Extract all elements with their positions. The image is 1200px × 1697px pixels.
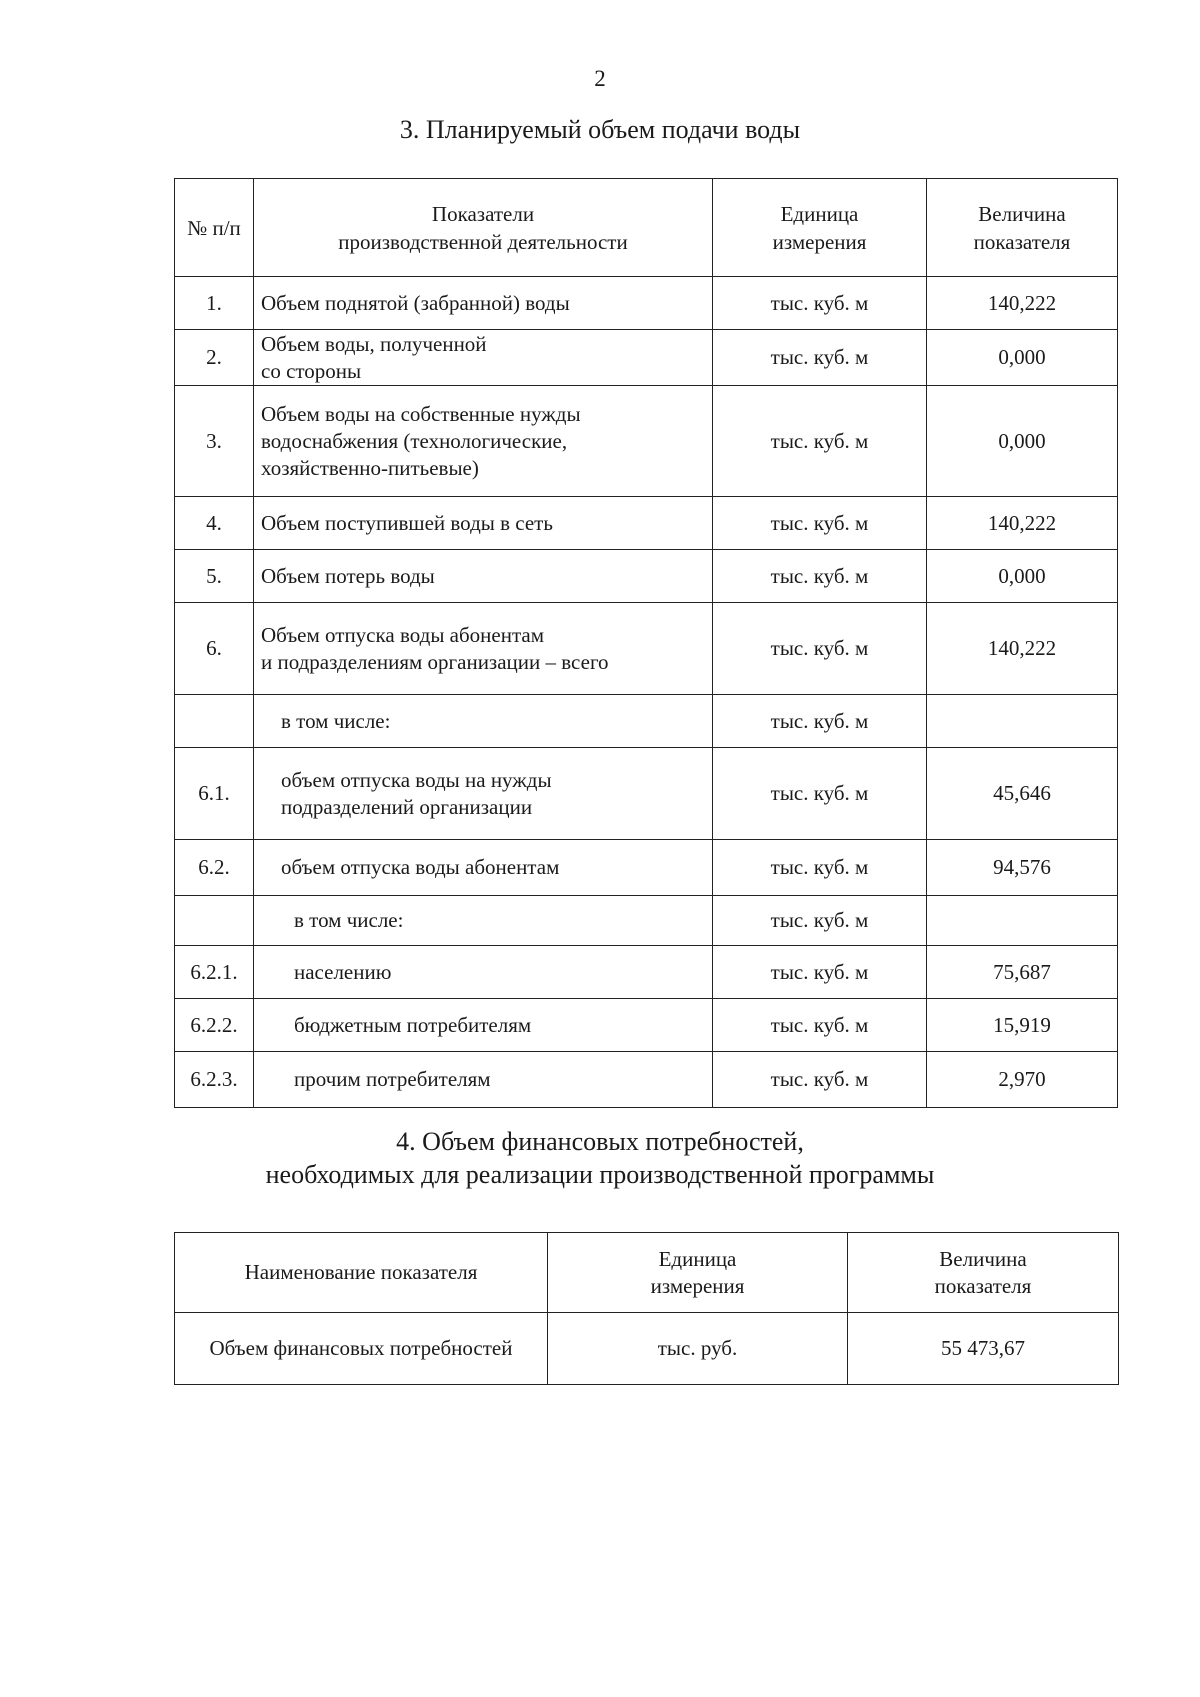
row-indicator-line: в том числе: [281, 708, 391, 733]
header-unit-line2: измерения [772, 229, 867, 254]
table-row [175, 497, 1118, 550]
row-number-cell: 6. [175, 603, 254, 695]
row-indicator-line: Объем поднятой (забранной) воды [261, 290, 570, 315]
row-number-cell: 6.2. [175, 840, 254, 896]
row-unit-cell: тыс. куб. м [713, 550, 927, 603]
row-indicator-line: Объем воды, полученной [261, 331, 487, 356]
row-indicator-cell [254, 1052, 713, 1108]
row-indicator-line: объем отпуска воды абонентам [281, 855, 560, 879]
row-indicator-line: Объем потерь воды [261, 563, 435, 588]
row-number-cell: 5. [175, 550, 254, 603]
row-number-cell [175, 896, 254, 946]
row-indicator-cell [254, 603, 713, 695]
row-indicator-cell [254, 330, 713, 386]
row-unit-cell: тыс. куб. м [713, 277, 927, 330]
row-unit-cell: тыс. куб. м [713, 748, 927, 840]
row-indicator-line: бюджетным потребителям [294, 1012, 532, 1037]
row-indicator-line: подразделений организации [281, 794, 533, 819]
row-number-cell: 3. [175, 386, 254, 497]
header-indicator-line2: производственной деятельности [338, 229, 628, 254]
table-row [175, 695, 1118, 748]
row-unit-cell: тыс. куб. м [713, 1052, 927, 1108]
row-indicator-cell [254, 277, 713, 330]
table-row [175, 550, 1118, 603]
row-number-cell: 6.2.3. [175, 1052, 254, 1108]
row-value-cell: 0,000 [927, 386, 1118, 497]
finance-header-unit [548, 1233, 848, 1313]
row-indicator-cell [254, 550, 713, 603]
row-indicator-cell [254, 497, 713, 550]
financial-needs-table [174, 1232, 1119, 1385]
header-indicator-line1: Показатели [431, 201, 535, 226]
row-number-cell: 6.1. [175, 748, 254, 840]
finance-unit-cell: тыс. руб. [548, 1313, 848, 1385]
row-value-cell: 45,646 [927, 748, 1118, 840]
row-indicator-line: прочим потребителям [294, 1067, 491, 1091]
row-indicator-cell [254, 748, 713, 840]
row-unit-cell: тыс. куб. м [713, 896, 927, 946]
finance-header-value-line1: Величина [939, 1246, 1027, 1271]
section-4-title [0, 1125, 1200, 1191]
table-row [175, 840, 1118, 896]
header-num: № п/п [175, 179, 254, 277]
table-row [175, 386, 1118, 497]
row-indicator-line: объем отпуска воды на нужды [281, 767, 552, 792]
row-indicator-cell [254, 896, 713, 946]
row-number-cell: 4. [175, 497, 254, 550]
row-indicator-line: со стороны [261, 358, 362, 383]
row-value-cell [927, 896, 1118, 946]
table-header-row [175, 179, 1118, 277]
header-value-line1: Величина [978, 201, 1066, 226]
row-value-cell: 140,222 [927, 497, 1118, 550]
section-4-title-line2: необходимых для реализации производственной программы [265, 1160, 935, 1189]
row-unit-cell: тыс. куб. м [713, 330, 927, 386]
finance-name-cell: Объем финансовых потребностей [175, 1313, 548, 1385]
row-value-cell: 0,000 [927, 330, 1118, 386]
finance-header-row [175, 1233, 1119, 1313]
water-supply-table-body [175, 277, 1118, 1108]
finance-header-unit-line1: Единица [658, 1246, 737, 1271]
row-value-cell: 140,222 [927, 603, 1118, 695]
row-number-cell: 2. [175, 330, 254, 386]
row-unit-cell: тыс. куб. м [713, 386, 927, 497]
row-value-cell: 94,576 [927, 840, 1118, 896]
row-indicator-cell [254, 695, 713, 748]
table-row [175, 748, 1118, 840]
finance-value-cell: 55 473,67 [848, 1313, 1119, 1385]
page-number: 2 [594, 66, 606, 91]
finance-header-name: Наименование показателя [175, 1233, 548, 1313]
row-indicator-line: Объем поступившей воды в сеть [261, 510, 553, 535]
table-row [175, 603, 1118, 695]
row-number-cell: 6.2.2. [175, 999, 254, 1052]
row-indicator-cell [254, 386, 713, 497]
row-unit-cell: тыс. куб. м [713, 497, 927, 550]
row-unit-cell: тыс. куб. м [713, 946, 927, 999]
row-value-cell: 0,000 [927, 550, 1118, 603]
row-indicator-line: в том числе: [294, 908, 404, 932]
row-number-cell [175, 695, 254, 748]
row-value-cell [927, 695, 1118, 748]
water-supply-table [174, 178, 1118, 1108]
table-row [175, 1052, 1118, 1108]
row-indicator-line: Объем воды на собственные нужды [261, 401, 581, 426]
section-3-title: 3. Планируемый объем подачи воды [399, 115, 801, 144]
row-unit-cell: тыс. куб. м [713, 840, 927, 896]
section-4-title-line1: 4. Объем финансовых потребностей, [396, 1127, 804, 1156]
row-indicator-line: и подразделениям организации – всего [261, 649, 609, 674]
table-row [175, 277, 1118, 330]
row-indicator-cell [254, 999, 713, 1052]
finance-header-unit-line2: измерения [650, 1273, 745, 1298]
row-value-cell: 2,970 [927, 1052, 1118, 1108]
row-unit-cell: тыс. куб. м [713, 999, 927, 1052]
table-row [175, 330, 1118, 386]
row-indicator-line: хозяйственно-питьевые) [261, 455, 479, 480]
row-indicator-cell [254, 840, 713, 896]
header-unit-line1: Единица [780, 201, 859, 226]
table-row [175, 999, 1118, 1052]
row-value-cell: 75,687 [927, 946, 1118, 999]
header-indicator [254, 179, 713, 277]
row-indicator-line: Объем отпуска воды абонентам [261, 622, 545, 647]
row-unit-cell: тыс. куб. м [713, 603, 927, 695]
row-indicator-cell [254, 946, 713, 999]
finance-data-row [175, 1313, 1119, 1385]
finance-header-value [848, 1233, 1119, 1313]
row-indicator-line: водоснабжения (технологические, [261, 428, 568, 453]
header-value [927, 179, 1118, 277]
table-row [175, 946, 1118, 999]
row-value-cell: 140,222 [927, 277, 1118, 330]
row-unit-cell: тыс. куб. м [713, 695, 927, 748]
table-row [175, 896, 1118, 946]
row-number-cell: 1. [175, 277, 254, 330]
row-value-cell: 15,919 [927, 999, 1118, 1052]
row-indicator-line: населению [294, 959, 392, 984]
header-unit [713, 179, 927, 277]
finance-header-value-line2: показателя [934, 1273, 1032, 1298]
row-number-cell: 6.2.1. [175, 946, 254, 999]
header-value-line2: показателя [973, 229, 1071, 254]
